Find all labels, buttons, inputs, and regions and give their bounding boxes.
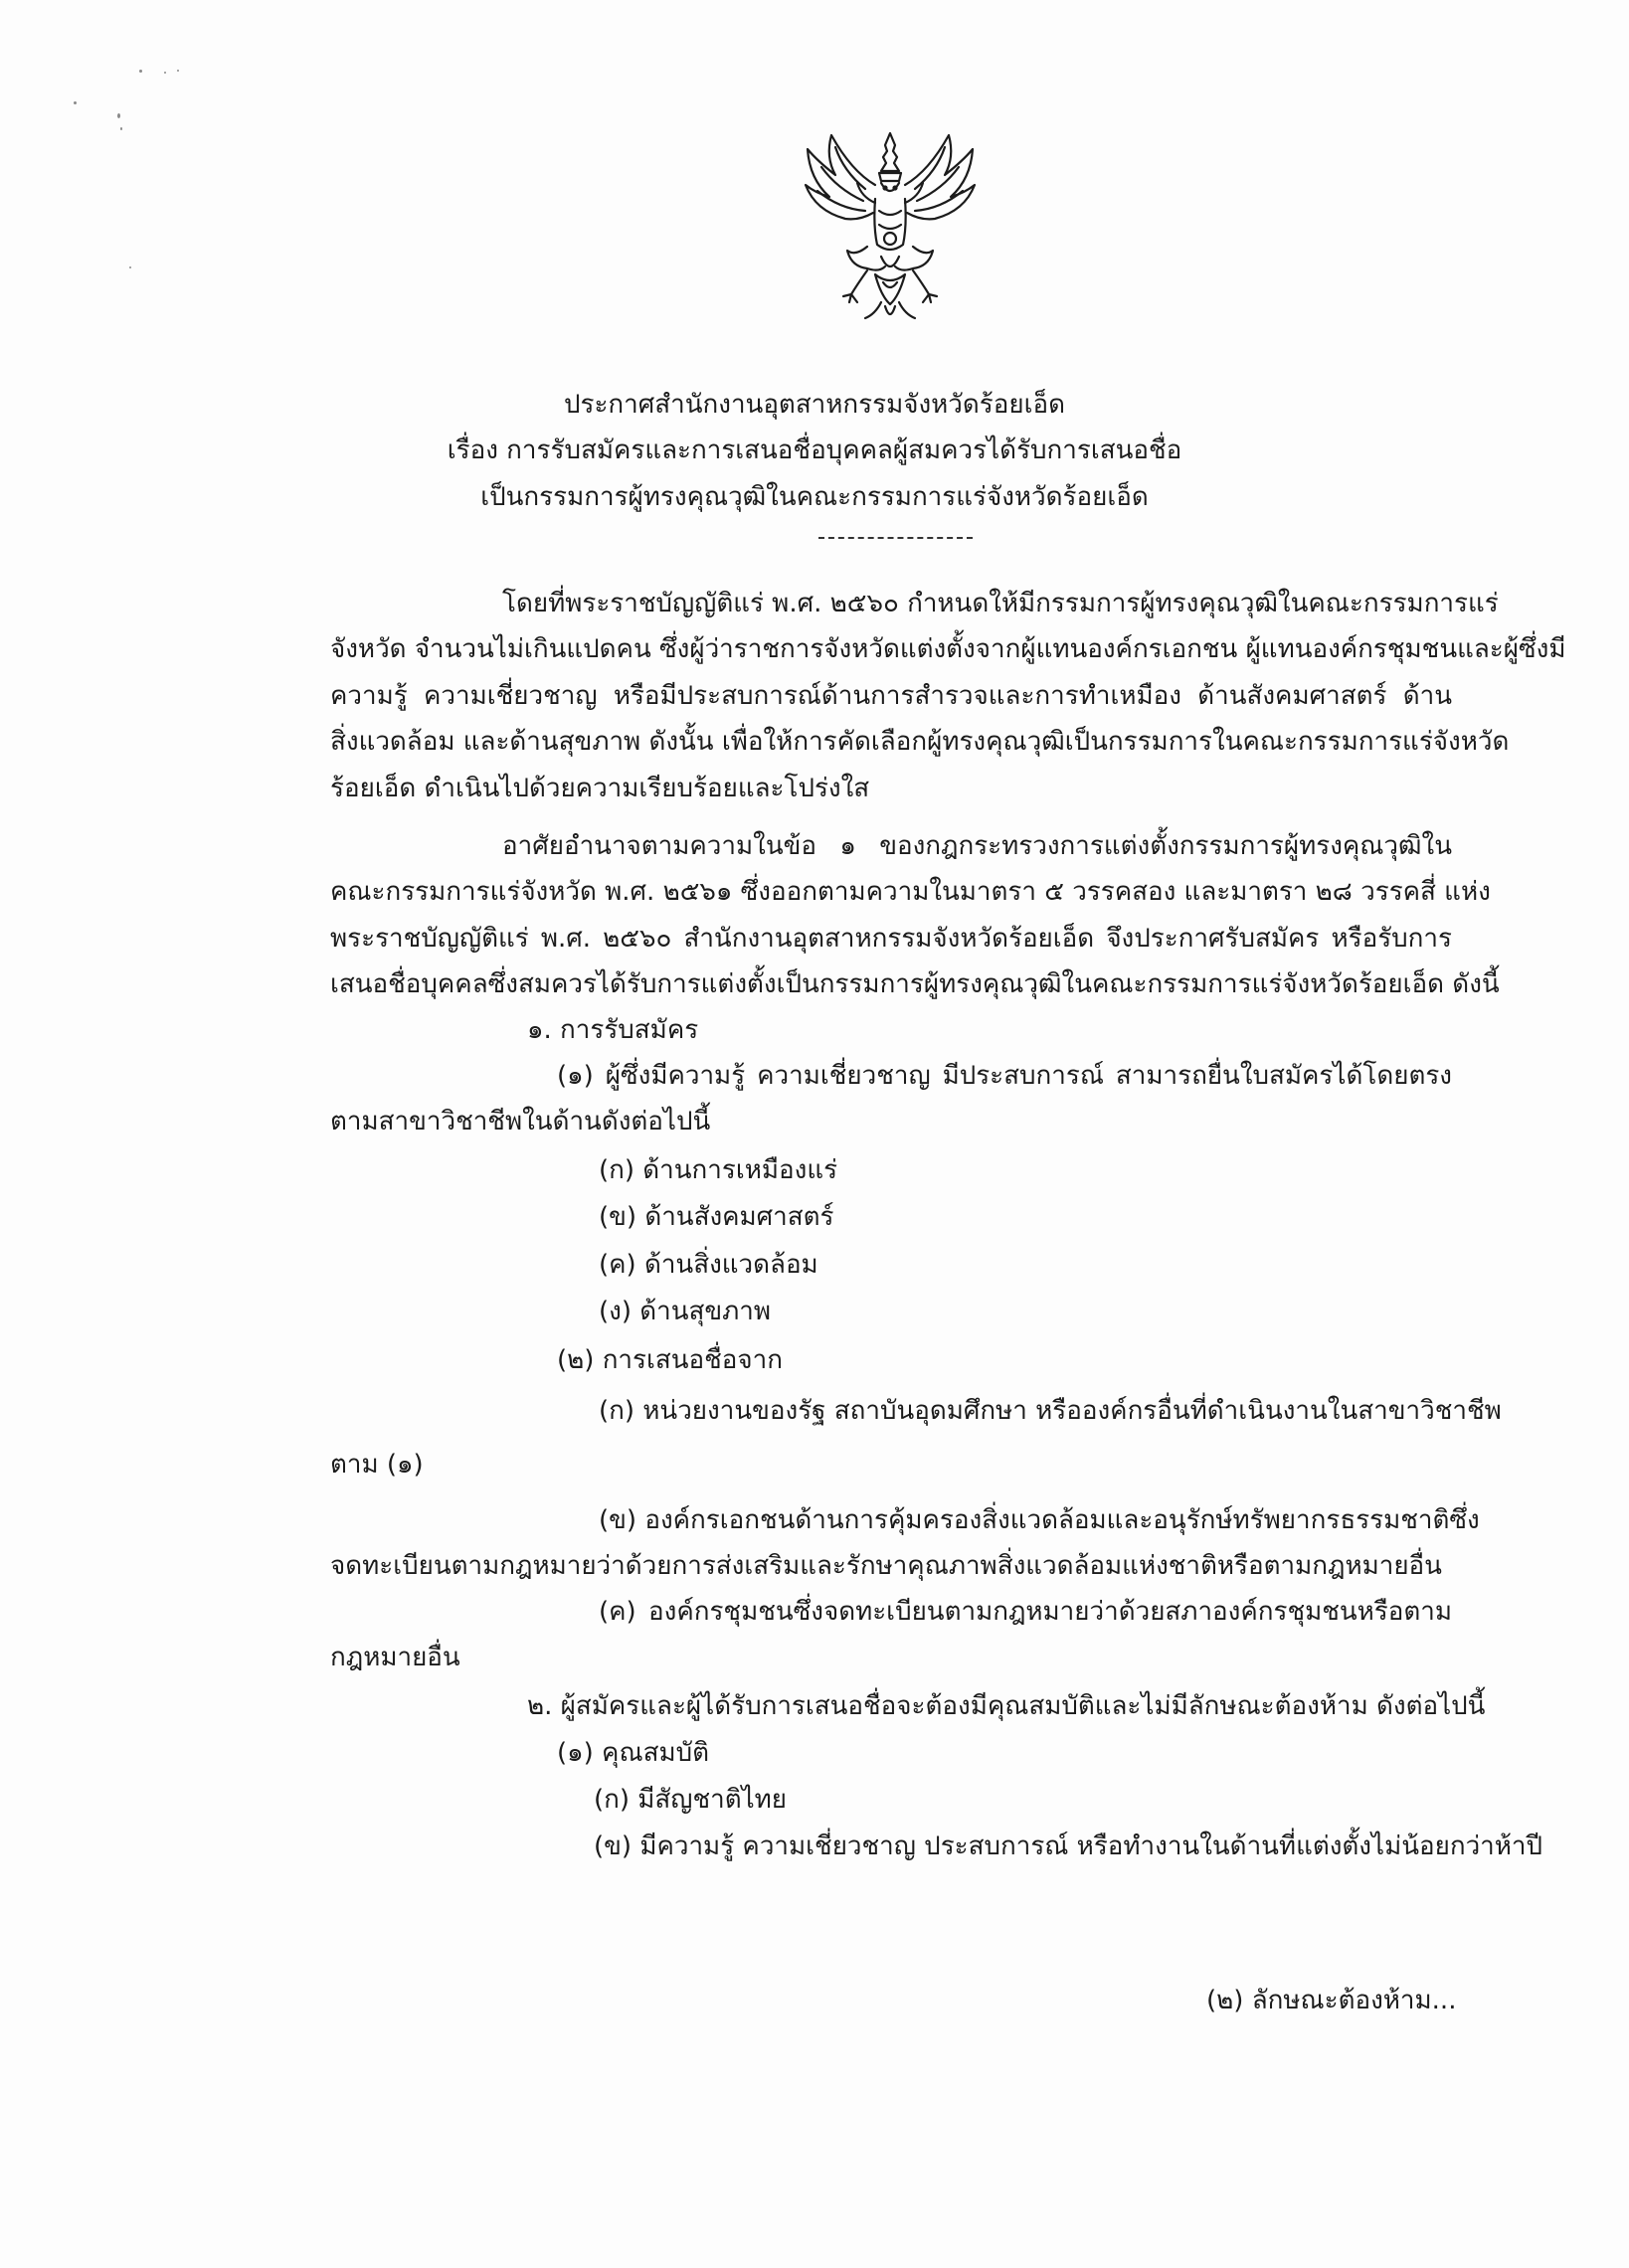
clause-line: (ค) องค์กรชุมชนซึ่งจดทะเบียนตามกฎหมายว่าด้วยสภาองค์กรชุมชนหรือตาม xyxy=(599,1597,1452,1627)
scan-speck xyxy=(129,266,131,268)
paragraph-line: สิ่งแวดล้อม และด้านสุขภาพ ดังนั้น เพื่อให้การคัดเลือกผู้ทรงคุณวุฒิเป็นกรรมการในคณะกรรมการแร่จังหวัด xyxy=(330,727,1510,757)
scan-speck xyxy=(120,127,122,130)
clause-line: ตามสาขาวิชาชีพในด้านดังต่อไปนี้ xyxy=(330,1107,711,1136)
clause-line: กฎหมายอื่น xyxy=(330,1643,460,1672)
heading-divider xyxy=(818,537,973,539)
clause-line: จดทะเบียนตามกฎหมายว่าด้วยการส่งเสริมและรักษาคุณภาพสิ่งแวดล้อมแห่งชาติหรือตามกฎหมายอื่น xyxy=(330,1551,1442,1581)
paragraph-line: เสนอชื่อบุคคลซึ่งสมควรได้รับการแต่งตั้งเป็นกรรมการผู้ทรงคุณวุฒิในคณะกรรมการแร่จังหวัดร้อยเอ็ด ดังนี้ xyxy=(330,969,1500,999)
list-item: (ค) ด้านสิ่งแวดล้อม xyxy=(599,1250,818,1280)
clause-line: (ข) องค์กรเอกชนด้านการคุ้มครองสิ่งแวดล้อมและอนุรักษ์ทรัพยากรธรรมชาติซึ่ง xyxy=(599,1505,1480,1535)
clause-line: (ก) หน่วยงานของรัฐ สถาบันอุดมศึกษา หรือองค์กรอื่นที่ดำเนินงานในสาขาวิชาชีพ xyxy=(599,1396,1502,1426)
paragraph-line: จังหวัด จำนวนไม่เกินแปดคน ซึ่งผู้ว่าราชการจังหวัดแต่งตั้งจากผู้แทนองค์กรเอกชน ผู้แทนองค์กรชุมชนและผู้ซึ่งมี xyxy=(330,634,1566,664)
paragraph-line: โดยที่พระราชบัญญัติแร่ พ.ศ. ๒๕๖๐ กำหนดให้มีกรรมการผู้ทรงคุณวุฒิในคณะกรรมการแร่ xyxy=(502,589,1499,618)
scan-speck xyxy=(177,70,179,72)
announcement-title: ประกาศสำนักงานอุตสาหกรรมจังหวัดร้อยเอ็ด xyxy=(563,390,1065,420)
announcement-subject: เรื่อง การรับสมัครและการเสนอชื่อบุคคลผู้สมควรได้รับการเสนอชื่อ xyxy=(447,436,1182,465)
announcement-subject-cont: เป็นกรรมการผู้ทรงคุณวุฒิในคณะกรรมการแร่จังหวัดร้อยเอ็ด xyxy=(480,482,1149,512)
clause-line: (๑) ผู้ซึ่งมีความรู้ ความเชี่ยวชาญ มีประสบการณ์ สามารถยื่นใบสมัครได้โดยตรง xyxy=(557,1061,1452,1091)
scan-speck xyxy=(74,101,77,104)
list-item: (ง) ด้านสุขภาพ xyxy=(599,1297,772,1326)
scan-speck xyxy=(164,72,166,74)
scan-speck xyxy=(117,113,120,118)
paragraph-line: อาศัยอำนาจตามความในข้อ ๑ ของกฎกระทรวงการแต่งตั้งกรรมการผู้ทรงคุณวุฒิใน xyxy=(502,831,1452,861)
list-item: (ข) มีความรู้ ความเชี่ยวชาญ ประสบการณ์ หรือทำงานในด้านที่แต่งตั้งไม่น้อยกว่าห้าปี xyxy=(594,1832,1543,1861)
section-heading: ๑. การรับสมัคร xyxy=(527,1015,699,1045)
paragraph-line: ร้อยเอ็ด ดำเนินไปด้วยความเรียบร้อยและโปร่งใส xyxy=(330,774,870,803)
section-heading: ๒. ผู้สมัครและผู้ได้รับการเสนอชื่อจะต้องมีคุณสมบัติและไม่มีลักษณะต้องห้าม ดังต่อไปนี้ xyxy=(527,1691,1486,1721)
paragraph-line: ความรู้ ความเชี่ยวชาญ หรือมีประสบการณ์ด้านการสำรวจและการทำเหมือง ด้านสังคมศาสตร์ ด้าน xyxy=(330,681,1452,711)
continuation-note: (๒) ลักษณะต้องห้าม... xyxy=(1206,1986,1457,2015)
clause-line: ตาม (๑) xyxy=(330,1450,424,1480)
list-item: (ก) ด้านการเหมืองแร่ xyxy=(599,1155,838,1185)
clause-line: (๑) คุณสมบัติ xyxy=(557,1738,709,1768)
clause-line: (๒) การเสนอชื่อจาก xyxy=(557,1345,783,1375)
scan-speck xyxy=(139,70,142,73)
paragraph-line: พระราชบัญญัติแร่ พ.ศ. ๒๕๖๐ สำนักงานอุตสาหกรรมจังหวัดร้อยเอ็ด จึงประกาศรับสมัคร หรือรับการ xyxy=(330,924,1452,954)
paragraph-line: คณะกรรมการแร่จังหวัด พ.ศ. ๒๕๖๑ ซึ่งออกตามความในมาตรา ๕ วรรคสอง และมาตรา ๒๘ วรรคสี่ แห่ง xyxy=(330,877,1491,907)
list-item: (ก) มีสัญชาติไทย xyxy=(594,1785,788,1815)
list-item: (ข) ด้านสังคมศาสตร์ xyxy=(599,1202,834,1232)
garuda-emblem-icon xyxy=(796,127,985,326)
